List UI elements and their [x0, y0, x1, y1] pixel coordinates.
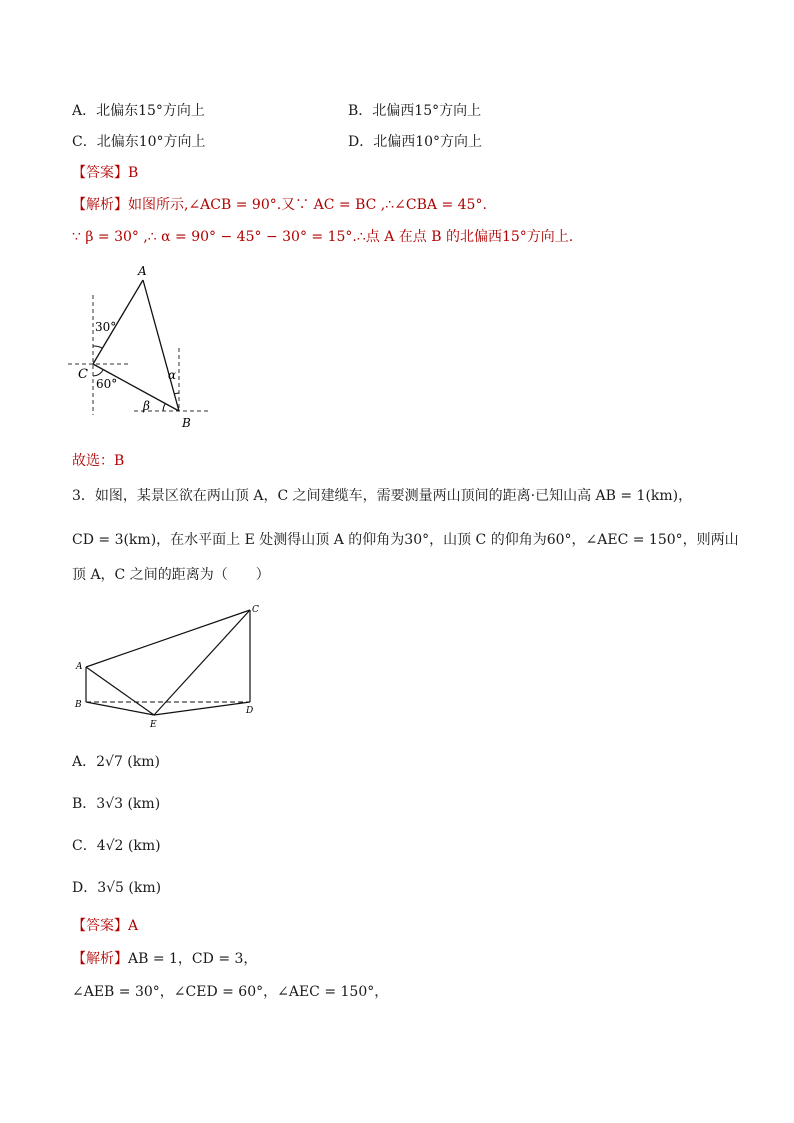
q2-option-a: A．北偏东15°方向上 — [72, 103, 205, 119]
segment-ac — [86, 610, 250, 667]
q3-answer — [72, 916, 138, 936]
q3-analysis-line2: ∠AEB = 30°，∠CED = 60°，∠AEC = 150°， — [72, 984, 389, 1000]
q3-option-c: C．4√2 (km) — [72, 838, 161, 854]
q3-stem-line1: 3．如图，某景区欲在两山顶 A，C 之间建缆车，需要测量两山顶间的距离·已知山高 AB = 1(km)， — [72, 488, 693, 504]
q3-stem-line3: 顶 A，C 之间的距离为（ ） — [72, 567, 270, 583]
q2-option-c: C．北偏东10°方向上 — [72, 134, 206, 150]
answer-value: A — [128, 918, 139, 934]
q2-analysis-line1 — [72, 195, 487, 215]
q2-analysis-line2: ∵ β = 30° ,∴ α = 90° − 45° − 30° = 15°.∴点 A 在点 B 的北偏西15°方向上. — [72, 229, 574, 245]
label-b: B — [75, 700, 82, 710]
analysis-text: 如图所示,∠ACB = 90°.又∵ AC = BC ,∴∠CBA = 45°. — [128, 197, 487, 213]
q3-stem-line2: CD = 3(km)，在水平面上 E 处测得山顶 A 的仰角为30°，山顶 C 的仰角为60°，∠AEC = 150°，则两山 — [72, 532, 739, 548]
analysis-text: AB = 1，CD = 3， — [128, 951, 258, 967]
q3-option-a: A．2√7 (km) — [72, 754, 160, 770]
arc-30 — [93, 346, 102, 348]
segment-ed — [154, 702, 250, 715]
label-30: 30° — [95, 320, 117, 334]
label-c: C — [252, 605, 259, 615]
segment-ce — [154, 610, 250, 715]
q2-option-b: B．北偏西15°方向上 — [348, 103, 482, 119]
label-a: A — [138, 264, 147, 278]
q2-answer — [72, 163, 138, 183]
answer-tag: 【答案】 — [72, 165, 128, 181]
label-e: E — [150, 720, 157, 730]
label-alpha: α — [168, 368, 177, 382]
side-ab — [143, 280, 179, 411]
q3-analysis-line1 — [72, 949, 257, 969]
q2-conclusion: 故选：B — [72, 453, 125, 469]
label-b: B — [182, 416, 191, 430]
answer-tag: 【答案】 — [72, 918, 128, 934]
analysis-tag: 【解析】 — [72, 197, 128, 213]
arc-beta — [163, 404, 165, 411]
label-d: D — [246, 706, 254, 716]
answer-value: B — [128, 165, 139, 181]
segment-ae — [86, 667, 154, 715]
q3-option-b: B．3√3 (km) — [72, 796, 161, 812]
q2-figure — [68, 260, 218, 435]
q3-figure — [72, 600, 272, 735]
label-c: C — [78, 367, 88, 382]
label-a: A — [76, 662, 83, 672]
q2-option-d: D．北偏西10°方向上 — [348, 134, 483, 150]
q3-option-d: D．3√5 (km) — [72, 880, 162, 896]
analysis-tag: 【解析】 — [72, 951, 128, 967]
label-beta: β — [143, 399, 150, 413]
label-60: 60° — [96, 377, 118, 391]
arc-60 — [93, 370, 103, 376]
